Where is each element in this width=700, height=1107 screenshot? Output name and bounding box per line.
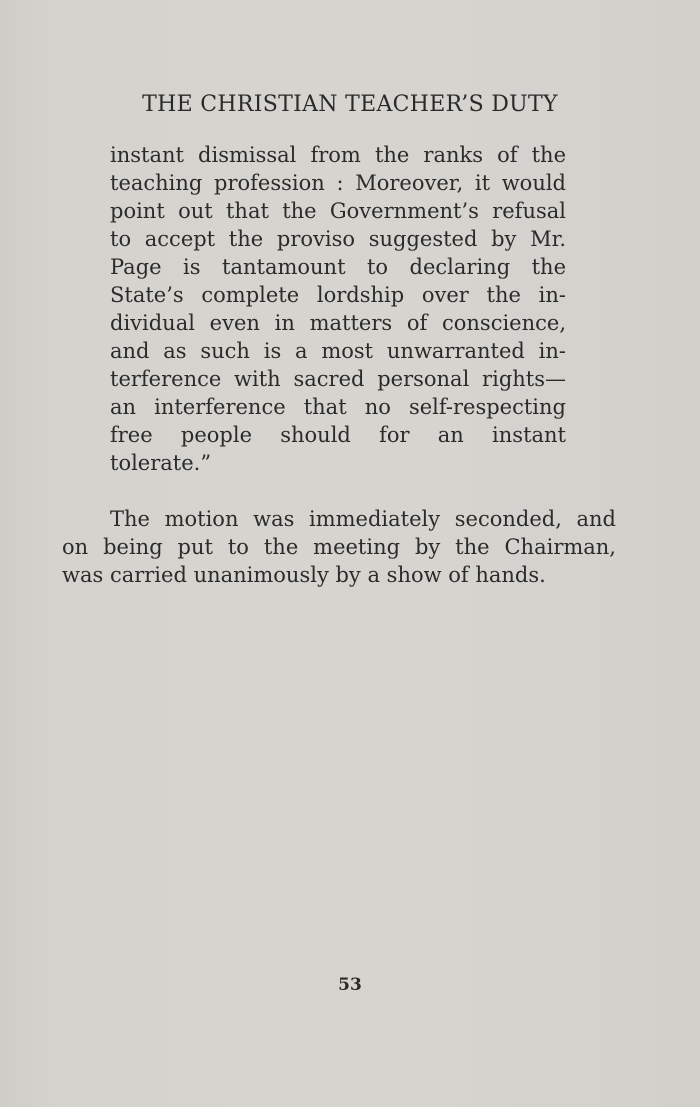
text-line: teaching profession : Moreover, it would	[110, 171, 566, 195]
text-line: an interference that no self-respecting	[110, 395, 566, 419]
text-line: to accept the proviso suggested by Mr.	[110, 227, 566, 251]
quoted-resolution	[110, 141, 566, 477]
text-line: The motion was immediately seconded, and	[110, 507, 616, 531]
text-line: on being put to the meeting by the Chairman,	[62, 535, 616, 559]
text-line: and as such is a most unwarranted in-	[110, 339, 566, 363]
page-number: 53	[338, 975, 362, 995]
text-line: free people should for an instant	[110, 423, 566, 447]
text-line: dividual even in matters of conscience,	[110, 311, 566, 335]
text-line: was carried unanimously by a show of hands.	[62, 563, 546, 587]
running-head: THE CHRISTIAN TEACHER’S DUTY	[142, 92, 558, 117]
text-line: point out that the Government’s refusal	[110, 199, 566, 223]
body-paragraph	[62, 505, 616, 589]
text-line: tolerate.”	[110, 451, 212, 475]
text-line: terference with sacred personal rights—	[110, 367, 566, 391]
text-line: Page is tantamount to declaring the	[110, 255, 566, 279]
text-line: instant dismissal from the ranks of the	[110, 143, 566, 167]
text-line: State’s complete lordship over the in-	[110, 283, 566, 307]
